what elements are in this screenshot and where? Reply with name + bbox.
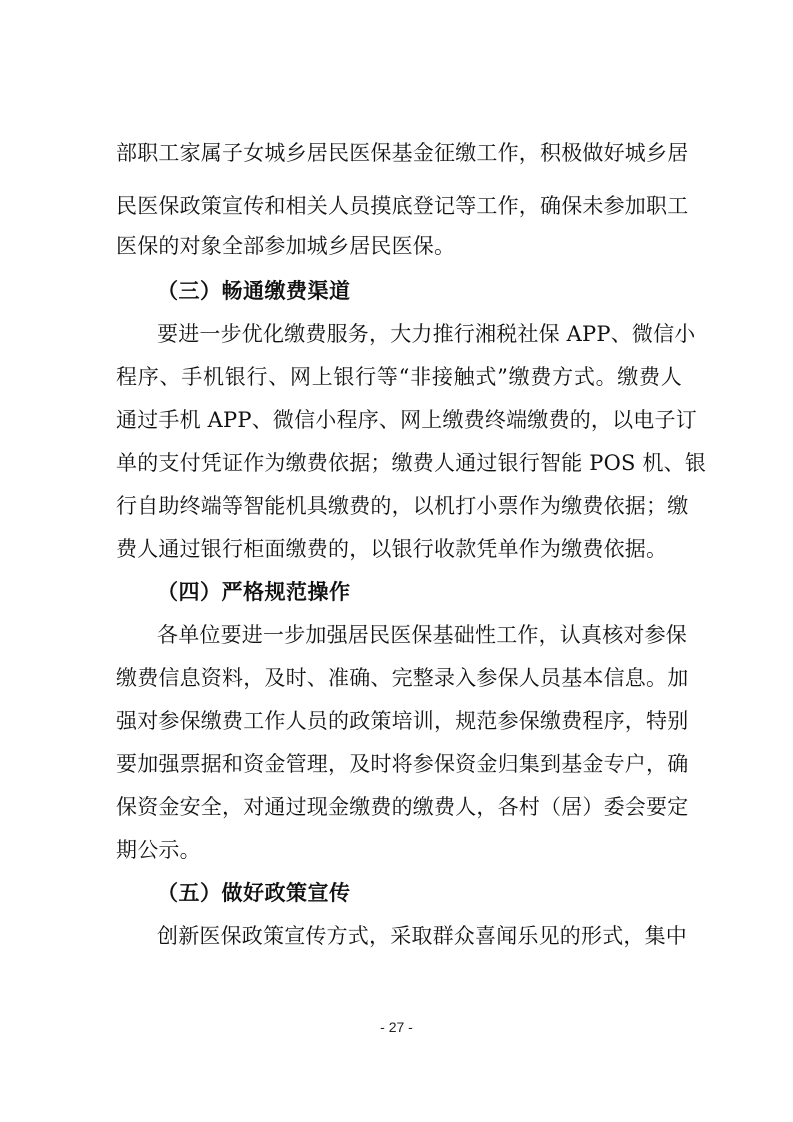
- paragraph-line: 行自助终端等智能机具缴费的，以机打小票作为缴费依据；缴: [116, 494, 689, 518]
- section-heading-4: （四）严格规范操作: [157, 579, 351, 604]
- paragraph-line: 保资金安全，对通过现金缴费的缴费人，各村（居）委会要定: [116, 795, 689, 819]
- section-heading-5: （五）做好政策宣传: [157, 880, 351, 905]
- paragraph-line: 期公示。: [116, 838, 201, 862]
- paragraph-line: 要进一步优化缴费服务，大力推行湘税社保 APP、微信小: [157, 322, 696, 346]
- paragraph-line: 各单位要进一步加强居民医保基础性工作，认真核对参保: [157, 623, 687, 647]
- paragraph-line: 费人通过银行柜面缴费的，以银行收款凭单作为缴费依据。: [116, 537, 668, 561]
- paragraph-line: 创新医保政策宣传方式，采取群众喜闻乐见的形式，集中: [157, 924, 687, 948]
- paragraph-line: 民医保政策宣传和相关人员摸底登记等工作，确保未参加职工: [116, 194, 689, 218]
- paragraph-line: 缴费信息资料，及时、准确、完整录入参保人员基本信息。加: [116, 666, 689, 690]
- paragraph-line: 医保的对象全部参加城乡居民医保。: [116, 234, 456, 258]
- paragraph-line: 程序、手机银行、网上银行等“非接触式”缴费方式。缴费人: [116, 365, 682, 389]
- paragraph-line: 部职工家属子女城乡居民医保基金征缴工作，积极做好城乡居: [116, 141, 689, 165]
- paragraph-line: 通过手机 APP、微信小程序、网上缴费终端缴费的，以电子订: [116, 408, 697, 432]
- paragraph-line: 要加强票据和资金管理，及时将参保资金归集到基金专户，确: [116, 752, 689, 776]
- paragraph-line: 单的支付凭证作为缴费依据；缴费人通过银行智能 POS 机、银: [116, 451, 707, 475]
- paragraph-line: 强对参保缴费工作人员的政策培训，规范参保缴费程序，特别: [116, 709, 689, 733]
- page-number: - 27 -: [380, 1019, 413, 1035]
- section-heading-3: （三）畅通缴费渠道: [157, 278, 351, 303]
